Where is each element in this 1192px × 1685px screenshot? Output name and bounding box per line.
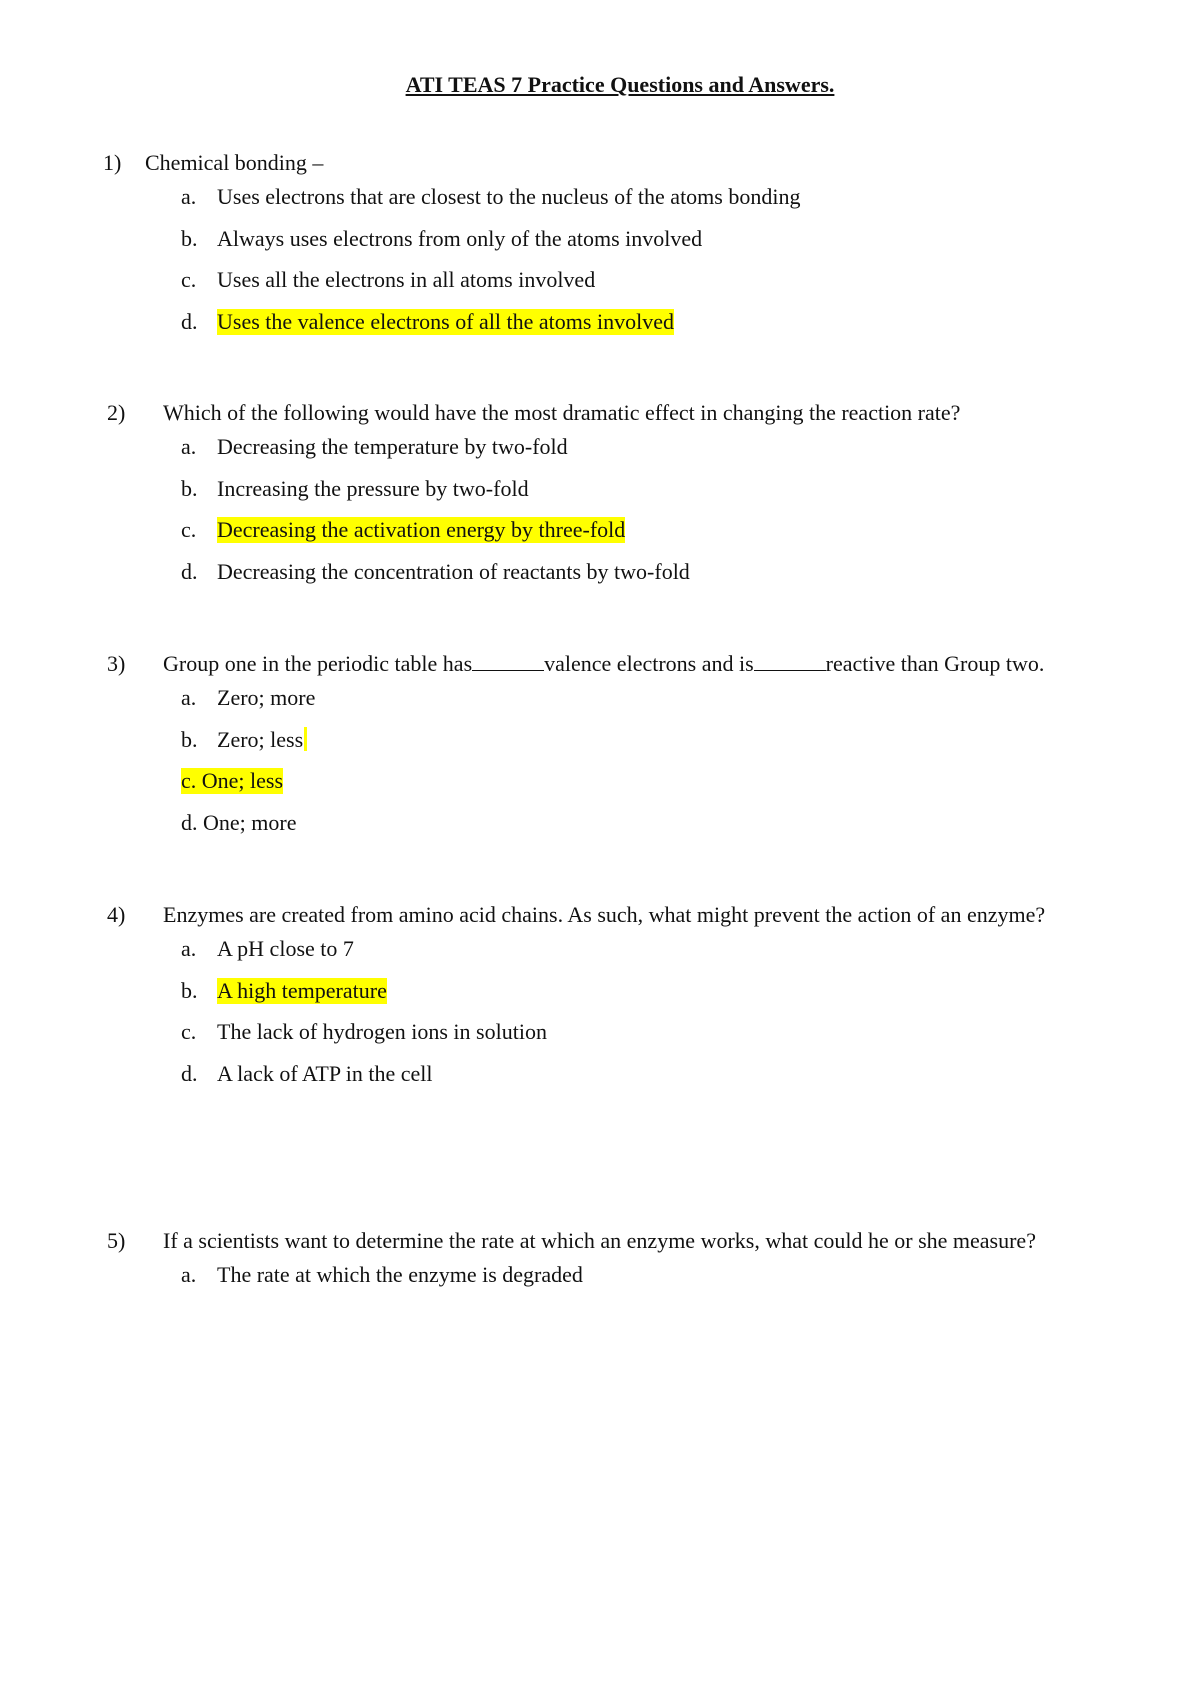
question-number: 2) (107, 400, 126, 425)
option-text: A pH close to 7 (217, 936, 354, 961)
question-2 (0, 400, 1192, 600)
option-text-highlighted: A high temperature (217, 977, 387, 1003)
question-text-part: Group one in the periodic table has (163, 651, 473, 676)
question-5 (0, 1228, 1192, 1304)
question-number: 5) (107, 1228, 126, 1253)
option-text: Uses electrons that are closest to the nucleus of the atoms bonding (217, 184, 801, 209)
highlight-marker (304, 727, 307, 751)
option-text (217, 727, 307, 753)
answer-option (0, 559, 1192, 601)
answer-option-correct (0, 768, 1192, 810)
option-text: Decreasing the temperature by two-fold (217, 434, 568, 459)
question-text: Chemical bonding – (145, 150, 324, 175)
page-title: ATI TEAS 7 Practice Questions and Answers. (405, 72, 835, 97)
option-letter: c. (181, 517, 197, 542)
question-1 (0, 150, 1192, 350)
answer-option (0, 184, 1192, 226)
option-letter: b. (181, 726, 198, 752)
question-stem (0, 150, 1192, 184)
answer-option (0, 1019, 1192, 1061)
question-number: 4) (107, 902, 126, 927)
option-text-highlighted: c. One; less (181, 768, 284, 793)
option-letter: d. (181, 308, 198, 334)
answer-option (0, 727, 1192, 769)
option-text: Zero; more (217, 685, 316, 710)
answer-option (0, 1262, 1192, 1304)
answer-option-correct (0, 978, 1192, 1020)
option-text: Decreasing the concentration of reactants by two-fold (217, 558, 690, 584)
question-number: 3) (107, 651, 126, 676)
question-3 (0, 651, 1192, 851)
option-text: Always uses electrons from only of the atoms involved (217, 225, 703, 251)
option-letter: d. (181, 558, 198, 584)
question-stem (0, 902, 1192, 936)
question-text: Enzymes are created from amino acid chains. As such, what might prevent the action of an enzyme? (163, 902, 1046, 927)
question-stem (0, 400, 1192, 434)
question-text-part: reactive than Group two. (825, 651, 1045, 676)
answer-option (0, 476, 1192, 518)
option-letter: a. (181, 184, 197, 209)
question-stem (0, 1228, 1192, 1262)
fill-in-blank (472, 654, 544, 671)
question-4 (0, 902, 1192, 1102)
option-text-highlighted: Decreasing the activation energy by three-fold (217, 517, 626, 542)
answer-option (0, 810, 1192, 852)
option-letter: b. (181, 977, 198, 1003)
answer-option (0, 434, 1192, 476)
answer-option (0, 226, 1192, 268)
answer-option (0, 1061, 1192, 1103)
question-text (163, 651, 1044, 677)
question-text: If a scientists want to determine the rate at which an enzyme works, what could he or she measure? (163, 1228, 1036, 1253)
option-letter: b. (181, 475, 198, 501)
question-stem (0, 651, 1192, 685)
option-letter: a. (181, 685, 197, 710)
answer-option (0, 936, 1192, 978)
option-letter: a. (181, 1262, 197, 1287)
option-text: Increasing the pressure by two-fold (217, 475, 529, 501)
option-letter: c. (181, 1019, 197, 1044)
question-text: Which of the following would have the most dramatic effect in changing the reaction rate? (163, 400, 961, 425)
option-letter: a. (181, 434, 197, 459)
option-letter: b. (181, 225, 198, 251)
option-text: d. One; more (181, 809, 297, 835)
answer-option (0, 685, 1192, 727)
option-letter: d. (181, 1060, 198, 1086)
answer-option-correct (0, 309, 1192, 351)
option-text: The lack of hydrogen ions in solution (217, 1019, 547, 1044)
answer-option-correct (0, 517, 1192, 559)
question-number: 1) (103, 150, 122, 175)
option-text: The rate at which the enzyme is degraded (217, 1262, 583, 1287)
answer-option (0, 267, 1192, 309)
fill-in-blank (754, 654, 826, 671)
option-text: A lack of ATP in the cell (217, 1060, 433, 1086)
option-text-highlighted: Uses the valence electrons of all the atoms involved (217, 308, 674, 334)
option-letter: a. (181, 936, 197, 961)
option-text-value: Zero; less (217, 726, 304, 752)
question-text-part: valence electrons and is (544, 651, 754, 676)
option-text: Uses all the electrons in all atoms involved (217, 267, 596, 292)
option-letter: c. (181, 267, 197, 292)
